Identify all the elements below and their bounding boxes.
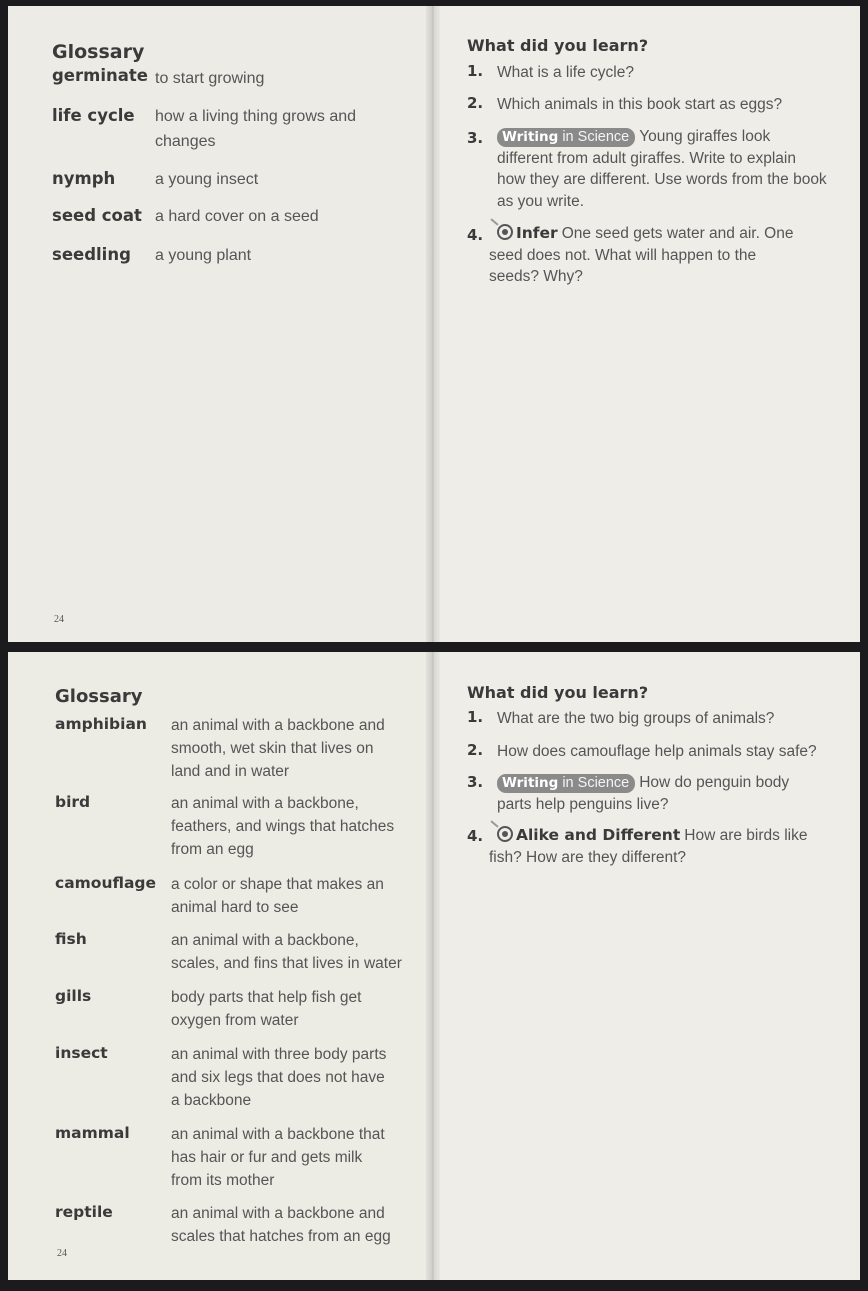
question-content (489, 825, 819, 868)
question-number: 1. (467, 708, 484, 726)
question-text: How do penguin body parts help penguins live? (497, 774, 790, 813)
glossary-definition: an animal with a backbone and smooth, wet skin that lives on land and in water (171, 717, 385, 780)
question-number: 3. (467, 129, 484, 147)
glossary-page (8, 6, 430, 642)
question-number: 4. (467, 827, 484, 845)
question-content (497, 772, 827, 815)
glossary-definition: a young plant (155, 247, 252, 264)
target-icon (497, 224, 513, 240)
glossary-term: nymph (52, 169, 116, 188)
question-text: Which animals in this book start as eggs? (497, 96, 783, 113)
questions-page (434, 6, 860, 642)
glossary-definition: to start growing (155, 70, 265, 87)
writing-in-science-badge (497, 128, 635, 147)
writing-in-science-badge (497, 774, 635, 793)
glossary-term: gills (55, 987, 92, 1005)
questions-heading: What did you learn? (467, 36, 649, 55)
question-text: How does camouflage help animals stay safe? (497, 743, 817, 760)
glossary-definition: a young insect (155, 171, 259, 188)
glossary-term: insect (55, 1044, 108, 1062)
glossary-definition: an animal with a backbone and scales that hatches from an egg (171, 1205, 391, 1245)
glossary-definition: an animal with a backbone that has hair or fur and gets milk from its mother (171, 1126, 385, 1189)
skill-label: Alike and Different (516, 826, 681, 844)
question-text: What are the two big groups of animals? (497, 710, 775, 727)
glossary-term: seedling (52, 245, 131, 264)
badge-text: in Science (562, 775, 630, 791)
glossary-term: bird (55, 793, 91, 811)
glossary-definition: a hard cover on a seed (155, 208, 319, 225)
glossary-heading: Glossary (52, 41, 145, 63)
badge-bold-text: Writing (502, 775, 559, 791)
glossary-term: amphibian (55, 715, 147, 733)
glossary-term: fish (55, 930, 87, 948)
glossary-definition: a color or shape that makes an animal hard to see (171, 876, 384, 916)
question-text: One seed gets water and air. One seed does not. What will happen to the seeds? Why? (489, 225, 794, 285)
badge-text: in Science (562, 129, 630, 145)
page-number: 24 (57, 1248, 67, 1259)
glossary-term: germinate (52, 66, 148, 85)
booklet-spine (426, 652, 440, 1280)
glossary-page (8, 652, 430, 1280)
question-number: 1. (467, 62, 484, 80)
question-text: What is a life cycle? (497, 64, 634, 81)
question-content (489, 223, 809, 288)
question-number: 2. (467, 741, 484, 759)
glossary-definition: how a living thing grows and changes (155, 108, 357, 150)
booklet-spine (426, 6, 440, 642)
glossary-term: camouflage (55, 874, 157, 892)
glossary-definition: an animal with a backbone, feathers, and wings that hatches from an egg (171, 795, 395, 858)
booklet-life-cycles (8, 6, 860, 642)
question-text: Young giraffes look different from adult giraffes. Write to explain how they are different. Use words from the book as you write. (497, 128, 827, 210)
page-number: 24 (54, 614, 64, 625)
glossary-term: life cycle (52, 106, 135, 125)
glossary-definition: an animal with a backbone, scales, and fins that lives in water (171, 932, 402, 972)
skill-label: Infer (516, 224, 558, 242)
questions-page (434, 652, 860, 1280)
question-number: 3. (467, 773, 484, 791)
glossary-heading: Glossary (55, 686, 143, 707)
glossary-definition: body parts that help fish get oxygen from water (171, 989, 362, 1029)
questions-heading: What did you learn? (467, 683, 649, 702)
glossary-term: reptile (55, 1203, 113, 1221)
glossary-term: seed coat (52, 206, 142, 225)
target-icon (497, 826, 513, 842)
question-number: 2. (467, 94, 484, 112)
question-content (497, 126, 827, 212)
question-text: How are birds like fish? How are they different? (489, 827, 808, 866)
glossary-term: mammal (55, 1124, 130, 1142)
question-number: 4. (467, 226, 484, 244)
booklet-animals (8, 652, 860, 1280)
glossary-definition: an animal with three body parts and six legs that does not have a backbone (171, 1046, 387, 1109)
badge-bold-text: Writing (502, 129, 559, 145)
